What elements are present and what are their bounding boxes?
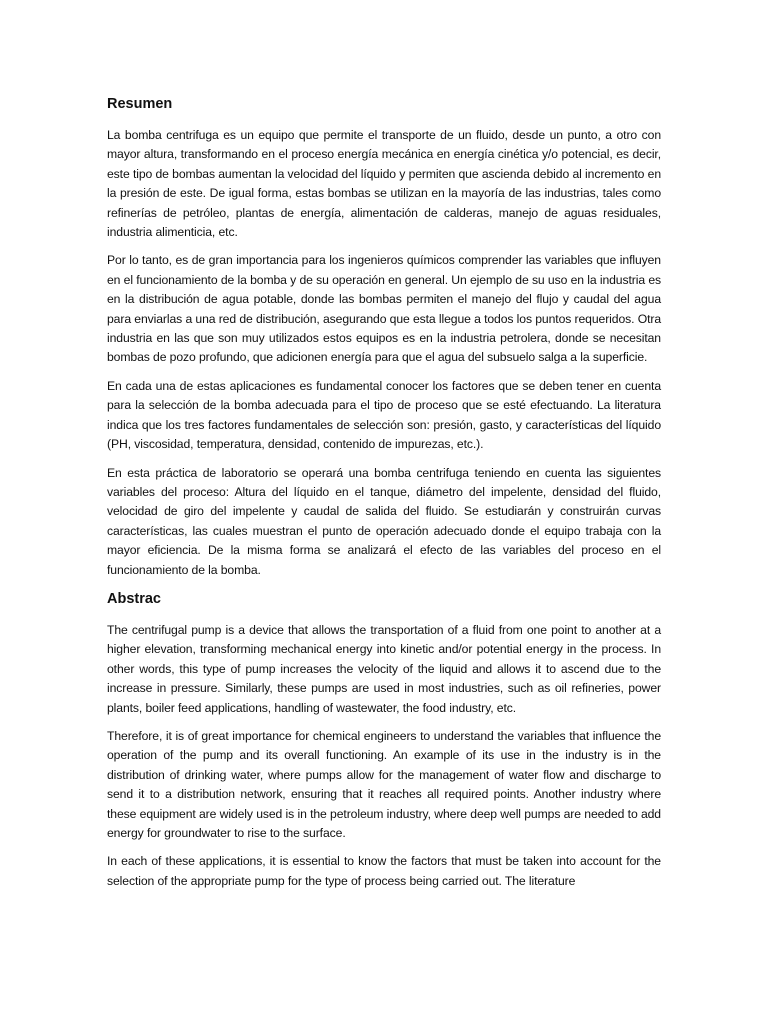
abstract-paragraph-3: In each of these applications, it is essential to know the factors that must be taken into account for the selection of the appropriate pump for the type of process being carried out. The literature xyxy=(107,854,661,888)
abstract-paragraph-2: Therefore, it is of great importance for chemical engineers to understand the variables that influence the operation of the pump and its overall functioning. An example of its use in the industry is in the distribution of drinking water, where pumps allow for the management of water flow and discharge to send it to a distribution network, ensuring that it reaches all required points. Another industry where these equipment are widely used is in the petroleum industry, where deep well pumps are needed to add energy for groundwater to rise to the surface. xyxy=(107,728,661,840)
abstract-heading: Abstrac xyxy=(107,590,161,607)
resumen-paragraph-2: Por lo tanto, es de gran importancia para los ingenieros químicos comprender las variables que influyen en el funcionamiento de la bomba y de su operación en general. Un ejemplo de su uso en la industria es en la distribución de agua potable, donde las bombas permiten el manejo del flujo y caudal del agua para enviarlas a una red de distribución, asegurando que esta llegue a todos los puntos requeridos. Otra industria en las que son muy utilizados estos equipos es en la industria petrolera, donde se necesitan bombas de pozo profundo, que adicionen energía para que el agua del subsuelo salga a la superficie. xyxy=(107,253,661,365)
resumen-paragraph-4: En esta práctica de laboratorio se operará una bomba centrifuga teniendo en cuenta las siguientes variables del proceso: Altura del líquido en el tanque, diámetro del impelente, densidad del fluido, velocidad de giro del impelente y caudal de salida del fluido. Se estudiarán y construirán curvas características, las cuales muestran el punto de operación adecuado donde el equipo trabaja con la mayor eficiencia. De la misma forma se analizará el efecto de las variables del proceso en el funcionamiento de la bomba. xyxy=(107,465,661,577)
resumen-paragraph-1: La bomba centrifuga es un equipo que permite el transporte de un fluido, desde un punto, a otro con mayor altura, transformando en el proceso energía mecánica en energía cinética y/o potencial, es decir, este tipo de bombas aumentan la velocidad del líquido y permiten que ascienda debido al incremento en la presión de este. De igual forma, estas bombas se utilizan en la mayoría de las industrias, tales como refinerías de petróleo, plantas de energía, alimentación de calderas, manejo de aguas residuales, industria alimenticia, etc. xyxy=(107,128,661,240)
resumen-heading: Resumen xyxy=(107,96,173,112)
abstract-paragraph-1: The centrifugal pump is a device that allows the transportation of a fluid from one point to another at a higher elevation, transforming mechanical energy into kinetic and/or potential energy in the process. In other words, this type of pump increases the velocity of the liquid and allows it to ascend due to the increase in pressure. Similarly, these pumps are used in most industries, such as oil refineries, power plants, boiler feed applications, handling of wastewater, the food industry, etc. xyxy=(107,622,661,715)
resumen-paragraph-3: En cada una de estas aplicaciones es fundamental conocer los factores que se deben tener en cuenta para la selección de la bomba adecuada para el tipo de proceso que se esté efectuando. La literatura indica que los tres factores fundamentales de selección son: presión, gasto, y características del líquido (PH, viscosidad, temperatura, densidad, contenido de impurezas, etc.). xyxy=(107,378,661,452)
